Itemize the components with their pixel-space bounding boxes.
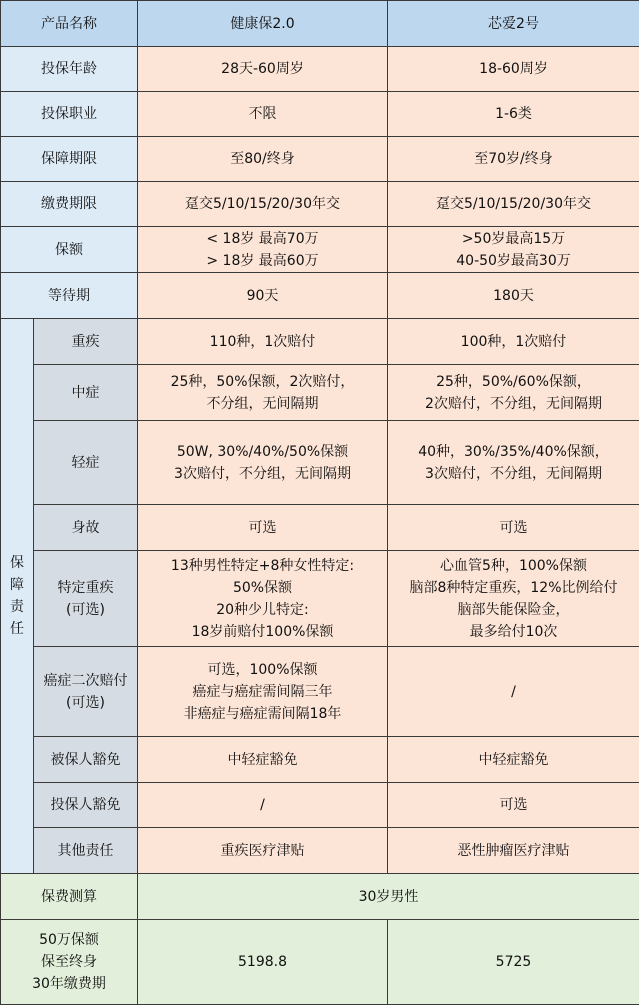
product-b-value — [388, 737, 639, 783]
coverage-item-label — [34, 737, 138, 783]
product-a-value — [138, 737, 388, 783]
product-a-value — [138, 505, 388, 551]
coverage-group-char: 保 — [10, 552, 24, 574]
coverage-item-label — [34, 828, 138, 874]
product-b-value-line: 趸交5/10/15/20/30年交 — [388, 193, 639, 215]
product-a-value — [138, 319, 388, 365]
product-b-value-line: 脑部8种特定重疾，12%比例给付 — [388, 577, 639, 599]
row-label: 投保年龄 — [1, 47, 138, 92]
product-b-value — [388, 319, 639, 365]
product-b-value-line: 心血管5种，100%保额 — [388, 555, 639, 577]
coverage-item-label — [34, 647, 138, 737]
table-row — [1, 505, 639, 551]
product-a-value — [138, 182, 388, 227]
product-a-value — [138, 273, 388, 319]
product-a-value-line: 20种少儿特定: — [138, 599, 387, 621]
product-a-value-line: 18岁前赔付100%保额 — [138, 621, 387, 643]
product-b-value-line: 中轻症豁免 — [388, 749, 639, 771]
product-a-value-line: 至80/终身 — [138, 148, 387, 170]
product-b-value-line: 最多给付10次 — [388, 621, 639, 643]
product-a-value-line: 中轻症豁免 — [138, 749, 387, 771]
coverage-group-char: 责 — [10, 596, 24, 618]
table-row — [1, 647, 639, 737]
row-label: 等待期 — [1, 273, 138, 319]
product-a-value-line: < 18岁 最高70万 — [138, 228, 387, 250]
product-a-value-line: > 18岁 最高60万 — [138, 250, 387, 272]
coverage-item-label — [34, 365, 138, 421]
premium-condition-line: 30年缴费期 — [1, 973, 137, 995]
product-b-value — [388, 182, 639, 227]
product-a-value — [138, 365, 388, 421]
coverage-item-label — [34, 421, 138, 505]
product-a-value-line: 13种男性特定+8种女性特定: — [138, 555, 387, 577]
coverage-item-label-line: 其他责任 — [34, 840, 137, 862]
product-b-value-line: 25种，50%/60%保额， — [388, 371, 639, 393]
table-row — [1, 137, 639, 182]
product-b-value — [388, 828, 639, 874]
coverage-item-label — [34, 551, 138, 647]
coverage-group-char: 障 — [10, 574, 24, 596]
product-b-value-line: 100种，1次赔付 — [388, 331, 639, 353]
product-a-value-line: 3次赔付，不分组，无间隔期 — [138, 463, 387, 485]
table-row — [1, 273, 639, 319]
table-row — [1, 365, 639, 421]
product-b-value — [388, 273, 639, 319]
row-label: 缴费期限 — [1, 182, 138, 227]
product-b-value — [388, 783, 639, 828]
coverage-group-label — [1, 319, 34, 874]
product-b-value — [388, 551, 639, 647]
product-a-value — [138, 421, 388, 505]
product-a-value-line: 90天 — [138, 285, 387, 307]
header-label: 产品名称 — [1, 1, 138, 47]
table-row — [1, 47, 639, 92]
product-a-value — [138, 47, 388, 92]
premium-condition — [1, 920, 138, 1005]
product-b-value-line: 2次赔付，不分组，无间隔期 — [388, 393, 639, 415]
product-a-value — [138, 551, 388, 647]
table-row — [1, 828, 639, 874]
coverage-group-char: 任 — [10, 618, 24, 640]
product-a-value-line: 癌症与癌症需间隔三年 — [138, 681, 387, 703]
product-a-value-line: 不限 — [138, 103, 387, 125]
product-b-value — [388, 137, 639, 182]
row-label: 保额 — [1, 227, 138, 273]
product-a-value-line: / — [138, 794, 387, 816]
row-label: 保障期限 — [1, 137, 138, 182]
premium-label: 保费测算 — [1, 874, 138, 920]
product-a-value-line: 非癌症与癌症需间隔18年 — [138, 703, 387, 725]
coverage-item-label-line: (可选) — [34, 599, 137, 621]
product-b-value — [388, 92, 639, 137]
table-row — [1, 551, 639, 647]
coverage-item-label-line: 身故 — [34, 517, 137, 539]
product-a-value — [138, 828, 388, 874]
premium-subject: 30岁男性 — [138, 874, 639, 920]
product-a-value — [138, 647, 388, 737]
premium-values-row — [1, 920, 639, 1005]
product-a-value-line: 110种，1次赔付 — [138, 331, 387, 353]
product-a-value-line: 趸交5/10/15/20/30年交 — [138, 193, 387, 215]
coverage-item-label — [34, 505, 138, 551]
header-row — [1, 1, 639, 47]
table-row — [1, 319, 639, 365]
product-b-value-line: 至70岁/终身 — [388, 148, 639, 170]
product-b-value-line: 40-50岁最高30万 — [388, 250, 639, 272]
product-a-value — [138, 227, 388, 273]
coverage-item-label-line: (可选) — [34, 692, 137, 714]
product-a-value — [138, 137, 388, 182]
header-product-a: 健康保2.0 — [138, 1, 388, 47]
product-b-value-line: 脑部失能保险金， — [388, 599, 639, 621]
row-label: 投保职业 — [1, 92, 138, 137]
coverage-item-label-line: 中症 — [34, 382, 137, 404]
product-b-value — [388, 227, 639, 273]
product-b-value-line: 恶性肿瘤医疗津贴 — [388, 840, 639, 862]
product-a-value-line: 不分组，无间隔期 — [138, 393, 387, 415]
product-a-value-line: 50W, 30%/40%/50%保额 — [138, 441, 387, 463]
table-row — [1, 737, 639, 783]
coverage-item-label-line: 重疾 — [34, 331, 137, 353]
premium-condition-line: 保至终身 — [1, 951, 137, 973]
product-b-value-line: 180天 — [388, 285, 639, 307]
header-product-b: 芯爱2号 — [388, 1, 639, 47]
premium-subject-row — [1, 874, 639, 920]
product-a-value-line: 50%保额 — [138, 577, 387, 599]
product-b-value-line: 40种，30%/35%/40%保额， — [388, 441, 639, 463]
table-row — [1, 182, 639, 227]
premium-product-b: 5725 — [388, 920, 639, 1005]
table-row — [1, 92, 639, 137]
coverage-item-label-line: 特定重疾 — [34, 577, 137, 599]
premium-condition-line: 50万保额 — [1, 929, 137, 951]
product-a-value — [138, 783, 388, 828]
coverage-item-label — [34, 319, 138, 365]
coverage-item-label-line: 投保人豁免 — [34, 794, 137, 816]
product-b-value-line: / — [388, 681, 639, 703]
product-b-value — [388, 47, 639, 92]
product-b-value-line: 3次赔付，不分组，无间隔期 — [388, 463, 639, 485]
product-b-value-line: 18-60周岁 — [388, 58, 639, 80]
table-row — [1, 421, 639, 505]
product-b-value — [388, 421, 639, 505]
product-b-value — [388, 365, 639, 421]
product-b-value-line: 1-6类 — [388, 103, 639, 125]
product-b-value-line: >50岁最高15万 — [388, 228, 639, 250]
coverage-item-label-line: 轻症 — [34, 452, 137, 474]
coverage-item-label-line: 癌症二次赔付 — [34, 670, 137, 692]
product-a-value-line: 可选 — [138, 517, 387, 539]
product-b-value — [388, 505, 639, 551]
product-b-value — [388, 647, 639, 737]
table-row — [1, 227, 639, 273]
product-b-value-line: 可选 — [388, 517, 639, 539]
premium-product-a: 5198.8 — [138, 920, 388, 1005]
table-row — [1, 783, 639, 828]
product-a-value — [138, 92, 388, 137]
coverage-item-label — [34, 783, 138, 828]
product-a-value-line: 25种，50%保额，2次赔付， — [138, 371, 387, 393]
product-a-value-line: 可选，100%保额 — [138, 659, 387, 681]
coverage-item-label-line: 被保人豁免 — [34, 749, 137, 771]
product-a-value-line: 28天-60周岁 — [138, 58, 387, 80]
product-b-value-line: 可选 — [388, 794, 639, 816]
product-a-value-line: 重疾医疗津贴 — [138, 840, 387, 862]
